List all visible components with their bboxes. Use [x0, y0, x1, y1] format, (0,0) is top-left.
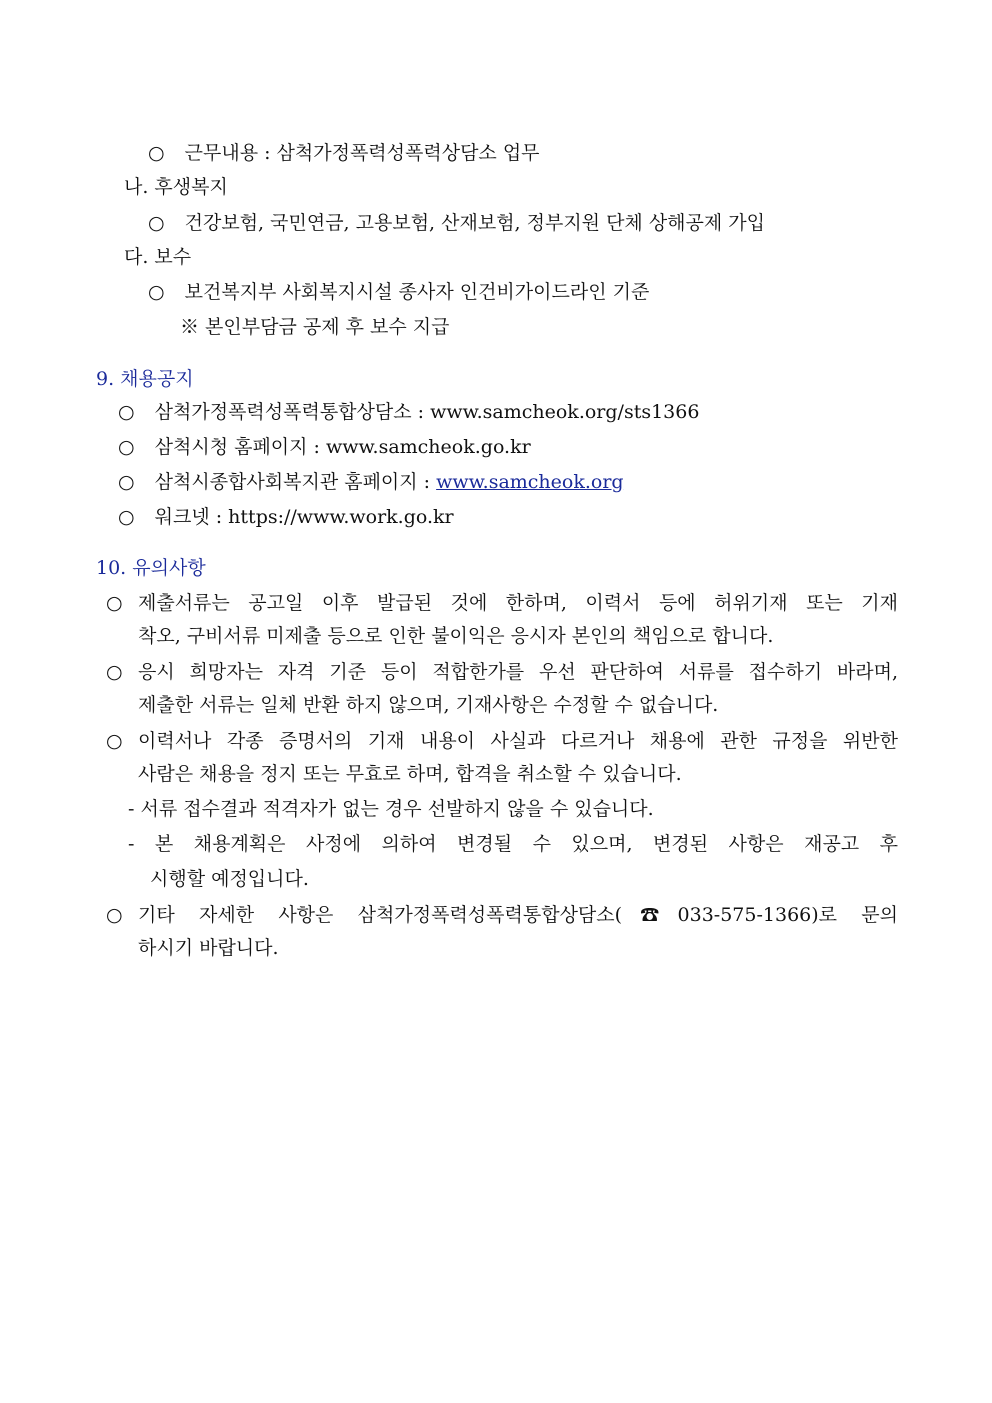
bullet-circle: ○	[118, 401, 135, 423]
caution-4-line-2: 하시기 바랍니다.	[138, 937, 279, 959]
notice-item-welfare-center	[118, 469, 624, 495]
caution-bullet: ○	[106, 661, 123, 683]
pay-heading: 다. 보수	[124, 246, 192, 268]
notice-item-worknet	[118, 504, 454, 530]
caution-4-line-1: 기타 자세한 사항은 삼척가정폭력성폭력통합상담소(☎033-575-1366)로 문의	[138, 904, 898, 926]
welfare-text: 건강보험, 국민연금, 고용보험, 산재보험, 정부지원 단체 상해공제 가입	[184, 212, 765, 234]
bullet-circle: ○	[118, 506, 135, 528]
notice-item-counsel-center	[118, 399, 699, 425]
caution-1-line-1: 제출서류는 공고일 이후 발급된 것에 한하며, 이력서 등에 허위기재 또는 기재	[138, 592, 898, 614]
caution-dash-2-line-1: - 본 채용계획은 사정에 의하여 변경될 수 있으며, 변경된 사항은 재공고 후	[128, 833, 898, 855]
caution-bullet: ○	[106, 730, 123, 752]
work-content-text: 근무내용 : 삼척가정폭력성폭력상담소 업무	[184, 142, 540, 164]
notice-text: 삼척시청 홈페이지 : www.samcheok.go.kr	[154, 436, 531, 458]
work-content-item	[148, 140, 540, 166]
bullet-circle: ○	[148, 212, 165, 234]
caution-dash-1: - 서류 접수결과 적격자가 없는 경우 선발하지 않을 수 있습니다.	[128, 798, 654, 820]
pay-note: ※ 본인부담금 공제 후 보수 지급	[180, 316, 450, 338]
welfare-center-link[interactable]: www.samcheok.org	[436, 471, 624, 493]
bullet-circle: ○	[148, 281, 165, 303]
caution-2-line-1: 응시 희망자는 자격 기준 등이 적합한가를 우선 판단하여 서류를 접수하기 바라며,	[138, 661, 898, 683]
notice-text: 워크넷 : https://www.work.go.kr	[154, 506, 454, 528]
bullet-circle: ○	[148, 142, 165, 164]
caution-bullet: ○	[106, 904, 123, 926]
pay-item	[148, 279, 649, 305]
notice-label: 삼척시종합사회복지관 홈페이지 :	[154, 471, 437, 493]
caution-bullet: ○	[106, 592, 123, 614]
caution-1-line-2: 착오, 구비서류 미제출 등으로 인한 불이익은 응시자 본인의 책임으로 합니다.	[138, 625, 774, 647]
notice-text: 삼척가정폭력성폭력통합상담소 : www.samcheok.org/sts1366	[154, 401, 700, 423]
caution-3-line-2: 사람은 채용을 정지 또는 무효로 하며, 합격을 취소할 수 있습니다.	[138, 763, 682, 785]
bullet-circle: ○	[118, 471, 135, 493]
section-10-title: 10. 유의사항	[96, 557, 206, 579]
pay-text: 보건복지부 사회복지시설 종사자 인건비가이드라인 기준	[184, 281, 650, 303]
section-9-title: 9. 채용공지	[96, 368, 194, 390]
notice-item-city-hall	[118, 434, 531, 460]
caution-dash-2-line-2: 시행할 예정입니다.	[150, 868, 309, 890]
caution-3-line-1: 이력서나 각종 증명서의 기재 내용이 사실과 다르거나 채용에 관한 규정을 위반한	[138, 730, 898, 752]
caution-2-line-2: 제출한 서류는 일체 반환 하지 않으며, 기재사항은 수정할 수 없습니다.	[138, 694, 719, 716]
welfare-item	[148, 210, 765, 236]
bullet-circle: ○	[118, 436, 135, 458]
welfare-heading: 나. 후생복지	[124, 176, 228, 198]
